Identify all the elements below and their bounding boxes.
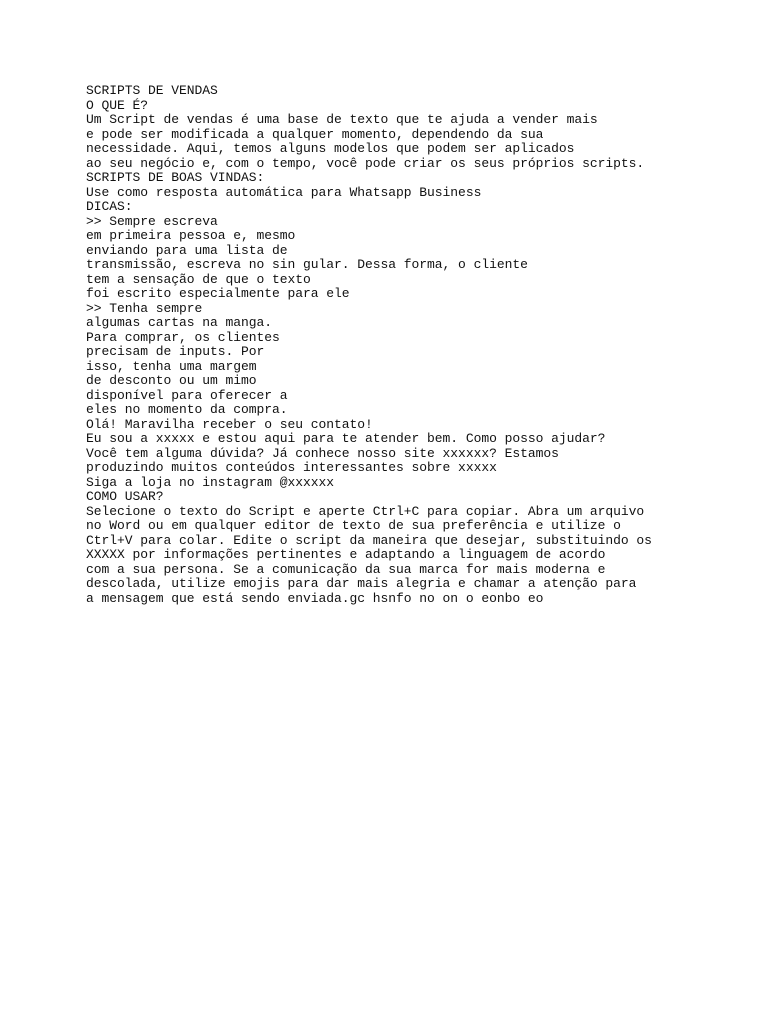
text-line: disponível para oferecer a [86,387,288,403]
script-line: Eu sou a xxxxx e estou aqui para te atender bem. Como posso ajudar? [86,431,606,446]
text-line: a mensagem que está sendo enviada.gc hsnfo no on o eonbo eo [86,590,544,606]
text-line: em primeira pessoa e, mesmo [86,228,296,243]
script-line: Siga a loja no instagram @xxxxxx [86,474,335,490]
text-line: enviando para uma lista de [86,242,288,258]
text-line: precisam de inputs. Por [86,344,265,359]
script-line: Você tem alguma dúvida? Já conhece nosso site xxxxxx? Estamos [86,445,559,461]
text-line: Para comprar, os clientes [86,329,280,345]
text-line: tem a sensação de que o texto [86,271,311,287]
text-line: com a sua persona. Se a comunicação da sua marca for mais moderna e [86,561,606,577]
text-line: necessidade. Aqui, temos alguns modelos que podem ser aplicados [86,141,575,156]
heading-line: COMO USAR? [86,489,164,504]
script-line: produzindo muitos conteúdos interessantes sobre xxxxx [86,460,497,475]
text-line: isso, tenha uma margem [86,358,257,374]
heading-line: O QUE É? [86,97,149,113]
title-line: SCRIPTS DE VENDAS [86,83,218,98]
text-line: XXXXX por informações pertinentes e adaptando a linguagem de acordo [86,547,606,562]
text-line: Um Script de vendas é uma base de texto que te ajuda a vender mais [86,112,598,127]
text-line: Ctrl+V para colar. Edite o script da maneira que desejar, substituindo os [86,532,652,548]
text-line: de desconto ou um mimo [86,373,257,388]
text-line: transmissão, escreva no sin gular. Dessa forma, o cliente [86,257,528,272]
tip-line: >> Tenha sempre [86,300,203,316]
text-line: eles no momento da compra. [86,402,288,417]
script-line: Olá! Maravilha receber o seu contato! [86,416,373,432]
text-line: Selecione o texto do Script e aperte Ctrl+C para copiar. Abra um arquivo [86,503,645,519]
heading-line: DICAS: [86,199,133,214]
text-line: e pode ser modificada a qualquer momento, dependendo da sua [86,126,544,142]
tip-line: >> Sempre escreva [86,213,218,229]
heading-line: SCRIPTS DE BOAS VINDAS: [86,170,265,185]
text-line: foi escrito especialmente para ele [86,286,350,301]
text-line: ao seu negócio e, com o tempo, você pode criar os seus próprios scripts. [86,155,645,171]
text-line: descolada, utilize emojis para dar mais alegria e chamar a atenção para [86,576,637,591]
text-line: algumas cartas na manga. [86,315,273,330]
document-text [86,84,746,606]
text-line: Use como resposta automática para Whatsapp Business [86,184,482,200]
text-line: no Word ou em qualquer editor de texto de sua preferência e utilize o [86,518,621,533]
